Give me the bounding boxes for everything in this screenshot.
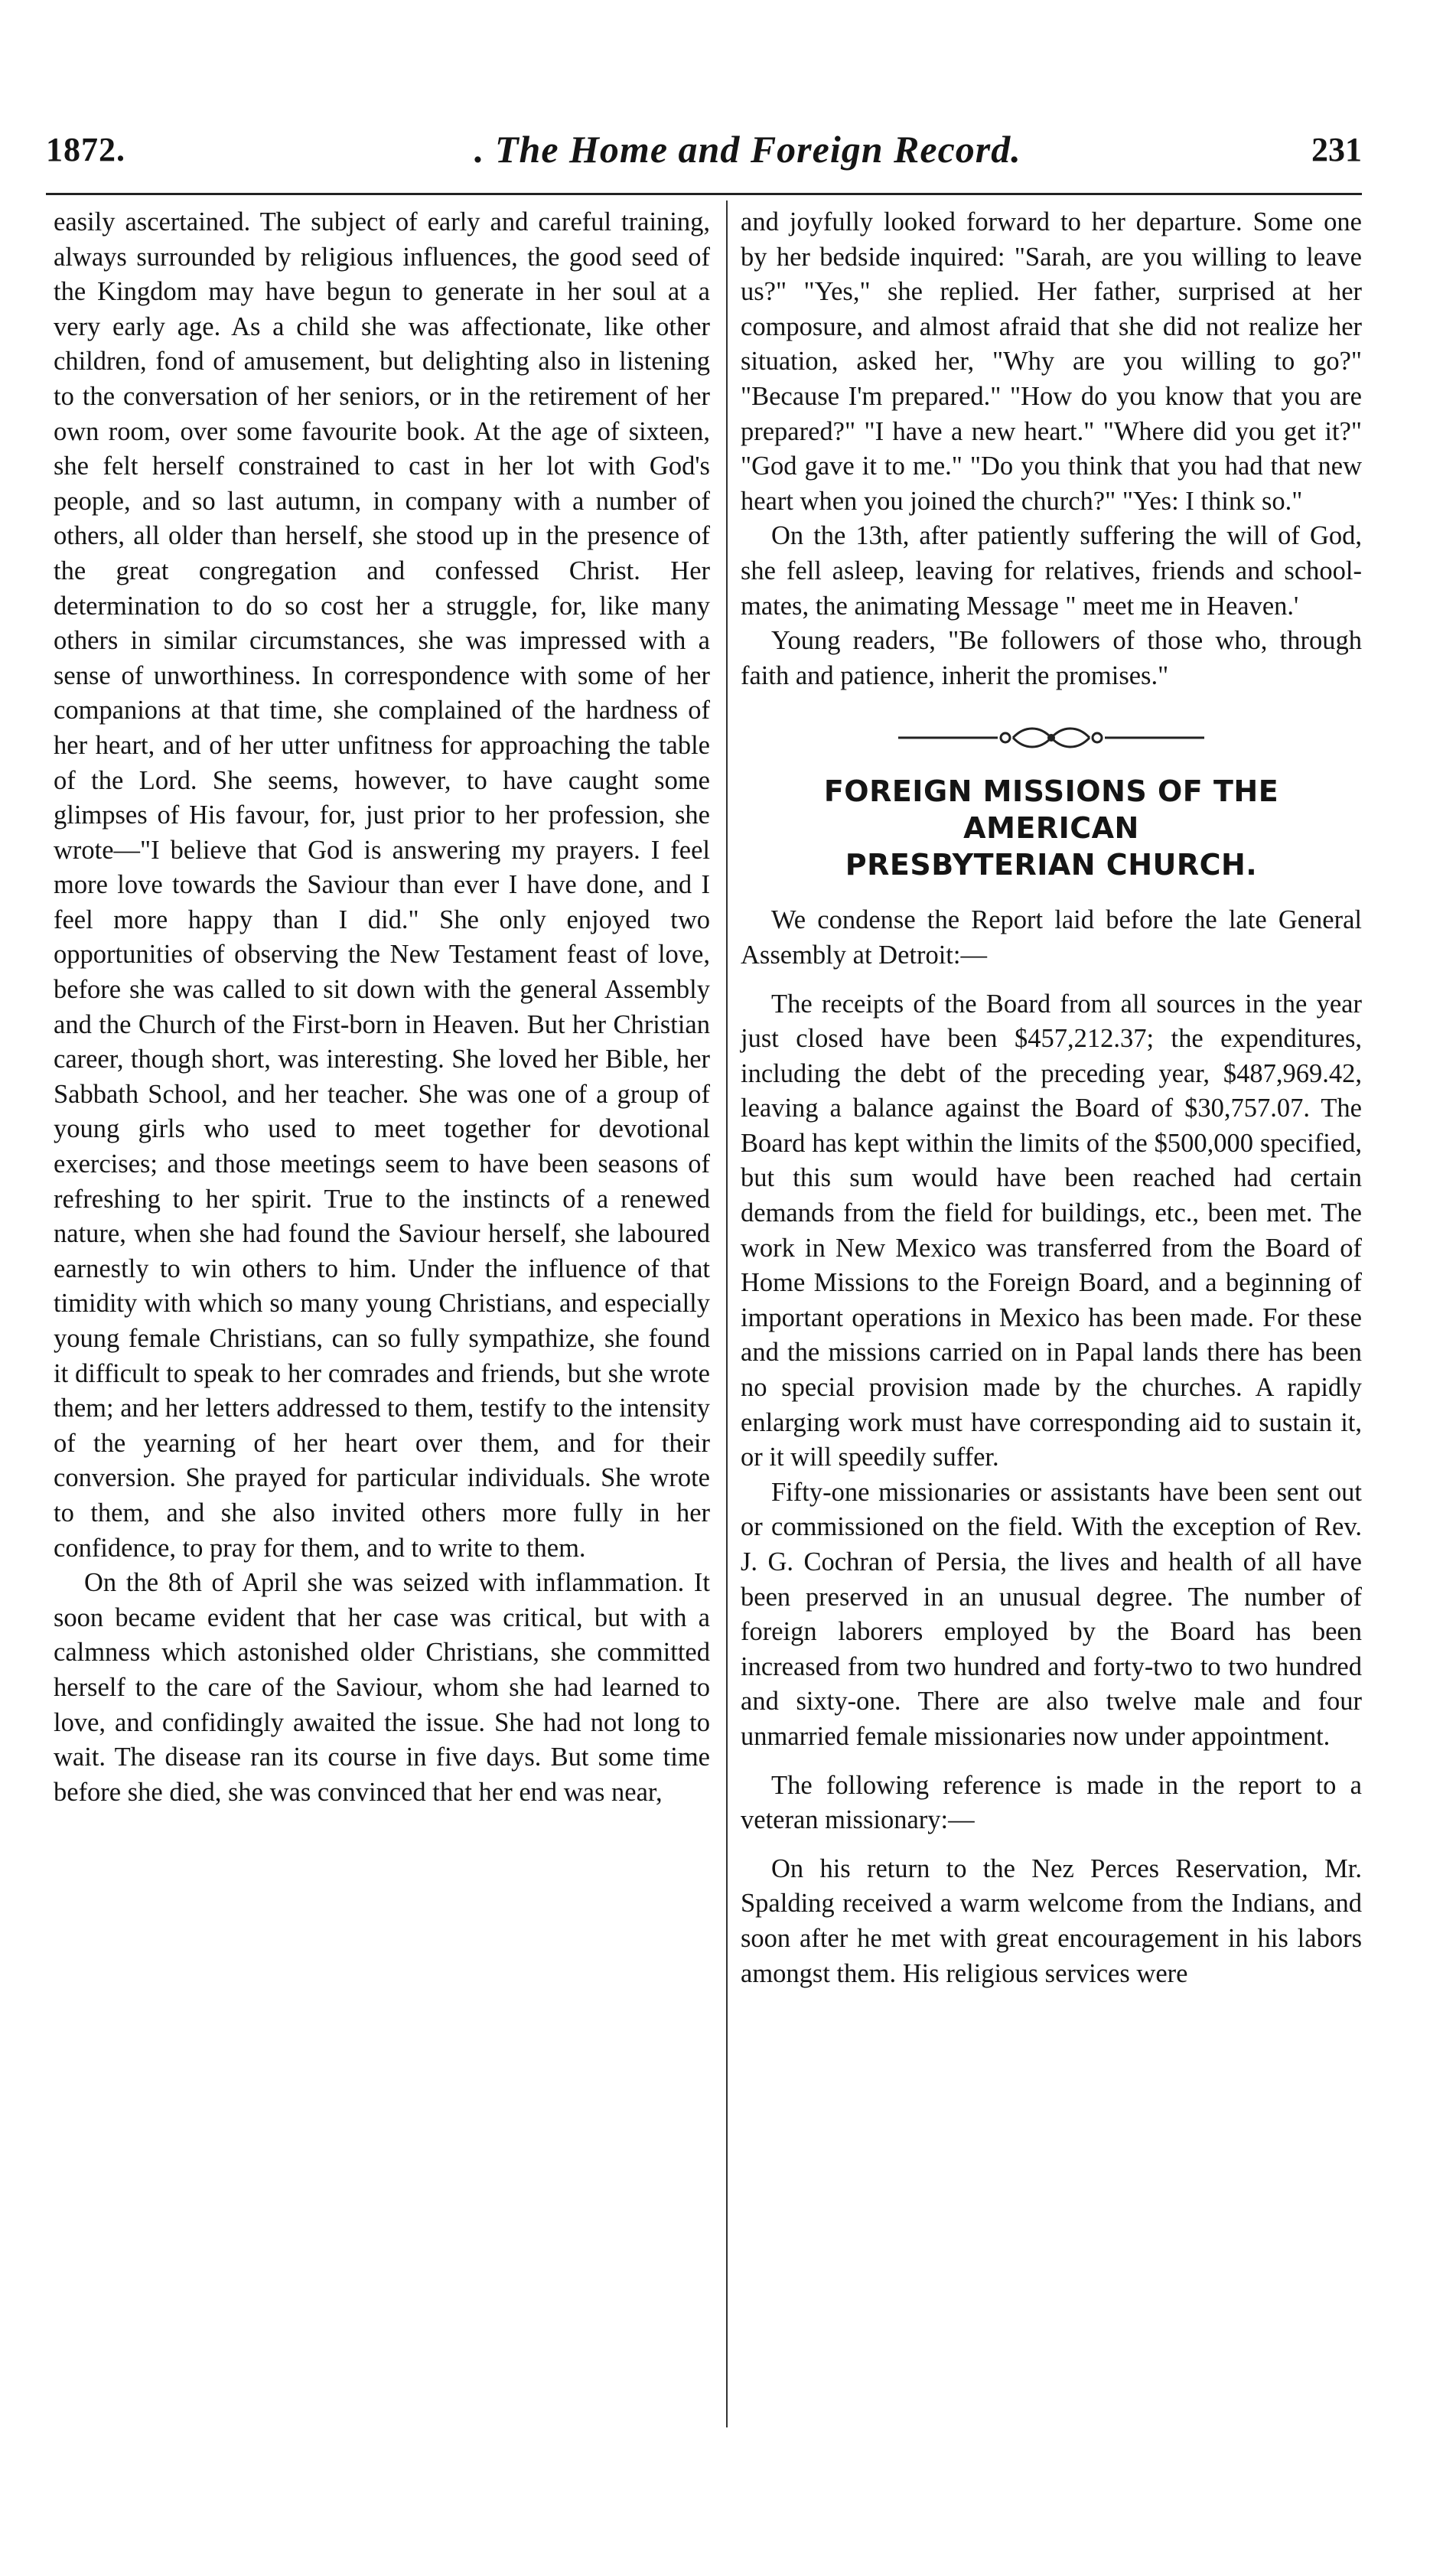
- section-heading-line: PRESBYTERIAN CHURCH.: [845, 848, 1258, 882]
- right-paragraph: The receipts of the Board from all sources in the year just closed have been $457,212.37; the expenditures, including the debt of the preceding year, $487,969.42, leaving a balance against the Board of $30,757.07. The Board has kept within the limits of the $500,000 specified, but this sum would have been reached had certain demands from the field for buildings, etc., been met. The work in New Mexico was transferred from the Board of Home Missions to the Foreign Board, and a beginning of important operations in Mexico has been made. For these and the missions carried on in Papal lands there has been no special provision made by the churches. A rapidly enlarging work must have corresponding aid to sustain it, or it will speedily suffer.: [741, 989, 1362, 1472]
- column-divider: [726, 201, 728, 2427]
- left-column: [54, 205, 710, 1810]
- left-paragraph: easily ascertained. The subject of early and careful training, always surrounded by religious influences, the good seed of the Kingdom may have begun to generate in her soul at a very early age. As a child she was affectionate, like other children, fond of amusement, but delighting also in listening to the conversation of her seniors, or in the retirement of her own room, over some favourite book. At the age of sixteen, she felt herself constrained to cast in her lot with God's people, and so last autumn, in company with a number of others, all older than herself, she stood up in the presence of the great congregation and confessed Christ. Her determination to do so cost her a struggle, for, like many others in similar circumstances, she was impressed with a sense of unworthiness. In correspondence with some of her companions at that time, she complained of the hardness of her heart, and of her utter unfitness for approaching the table of the Lord. She seems, however, to have caught some glimpses of His favour, for, just prior to her profession, she wrote—"I believe that God is answering my prayers. I feel more love towards the Saviour than ever I have done, and I feel more happy than I did." She only enjoyed two opportunities of observing the New Testament feast of love, before she was called to sit down with the general Assembly and the Church of the First-born in Heaven. But her Christian career, though short, was interesting. She loved her Bible, her Sabbath School, and her teacher. She was one of a group of young girls who used to meet together for devotional exercises; and those meetings seem to have been seasons of refreshing to her spirit. True to the instincts of a renewed nature, when she had found the Saviour herself, she laboured earnestly to win others to him. Under the influence of that timidity with which so many young Christians, and especially young female Christians, can so fully sympathize, she found it difficult to speak to her comrades and friends, but she wrote them; and her letters addressed to them, testify to the intensity of the yearning of her heart over them, and for their conversion. She prayed for particular individuals. She wrote to them, and she also invited others more fully in her confidence, to pray for them, and to write to them.: [54, 207, 710, 1563]
- header-rule: [46, 193, 1362, 195]
- right-paragraph: On the 13th, after patiently suffering the will of God, she fell asleep, leaving for relatives, friends and school-mates, the animating Message " meet me in Heaven.': [741, 521, 1362, 621]
- paragraph-gap: [741, 1838, 1362, 1852]
- ornament-divider-icon: [898, 722, 1204, 753]
- right-paragraph: We condense the Report laid before the late General Assembly at Detroit:—: [741, 905, 1362, 970]
- header-year: 1872.: [46, 131, 125, 168]
- left-paragraph: On the 8th of April she was seized with inflammation. It soon became evident that her case was critical, but with a calmness which astonished older Christians, she committed herself to the care of the Saviour, whom she had learned to love, and confidingly awaited the issue. She had not long to wait. The disease ran its course in five days. But some time before she died, she was convinced that her end was near,: [54, 1568, 710, 1807]
- right-paragraph: and joyfully looked forward to her departure. Some one by her bedside inquired: "Sarah, are you willing to leave us?" "Yes," she replied. Her father, surprised at her composure, and almost afraid that she did not realize her situation, asked her, "Why are you willing to go?" "Because I'm prepared." "How do you know that you are prepared?" "I have a new heart." "Where did you get it?" "God gave it to me." "Do you think that you had that new heart when you joined the church?" "Yes: I think so.": [741, 207, 1362, 516]
- page-number: 231: [1311, 131, 1362, 168]
- right-paragraph: On his return to the Nez Perces Reservation, Mr. Spalding received a warm welcome from the Indians, and soon after he met with great encouragement in his labors amongst them. His religious services were: [741, 1853, 1362, 1988]
- header-title: . The Home and Foreign Record.: [474, 128, 1021, 171]
- running-head: [46, 130, 1362, 191]
- paragraph-gap: [741, 1755, 1362, 1769]
- right-paragraph: Young readers, "Be followers of those who, through faith and patience, inherit the promises.": [741, 626, 1362, 690]
- section-heading: [741, 773, 1362, 883]
- paragraph-gap: [741, 973, 1362, 987]
- right-paragraph: The following reference is made in the report to a veteran missionary:—: [741, 1770, 1362, 1835]
- right-column: [741, 205, 1362, 1991]
- section-heading-line: FOREIGN MISSIONS OF THE AMERICAN: [823, 774, 1279, 846]
- right-paragraph: Fifty-one missionaries or assistants have been sent out or commissioned on the field. With the exception of Rev. J. G. Cochran of Persia, the lives and health of all have been preserved in an unusual degree. The number of foreign laborers employed by the Board has been increased from two hundred and forty-two to two hundred and sixty-one. There are also twelve male and four unmarried female missionaries now under appointment.: [741, 1477, 1362, 1751]
